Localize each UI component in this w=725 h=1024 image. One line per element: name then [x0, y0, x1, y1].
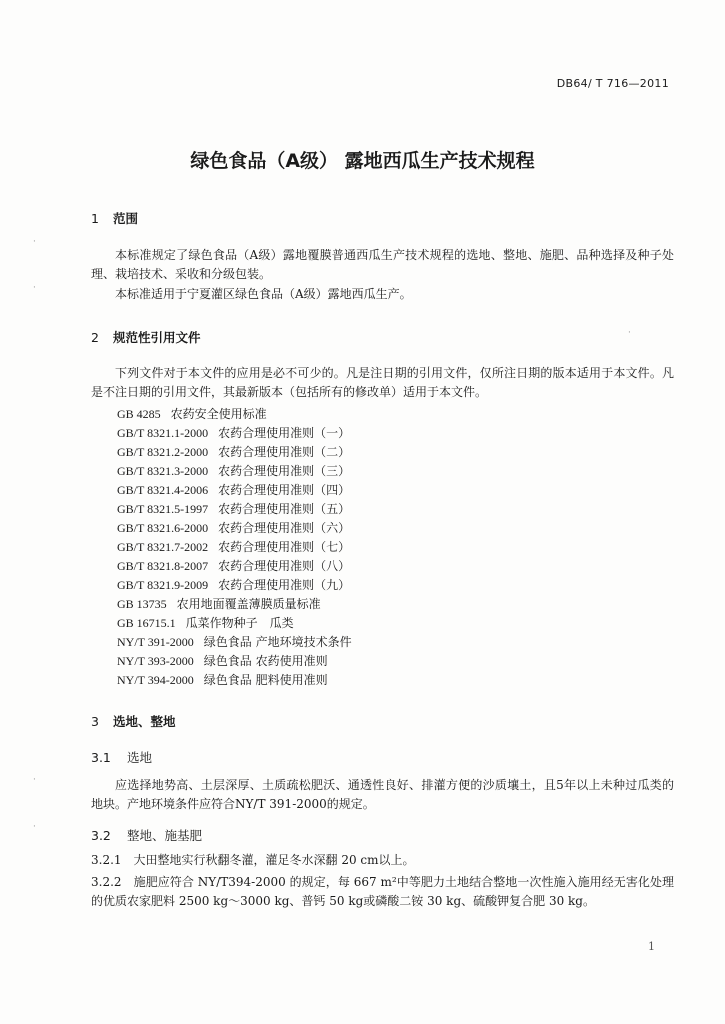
reference-item	[117, 614, 294, 631]
reference-title: 农药合理使用准则（五）	[218, 502, 351, 516]
reference-item	[117, 633, 352, 650]
section-number: 3	[91, 714, 99, 729]
reference-item	[117, 519, 350, 536]
reference-code: GB 13735	[117, 597, 167, 611]
reference-item	[117, 481, 350, 498]
reference-code: GB 4285	[117, 407, 161, 421]
reference-code: GB/T 8321.3-2000	[117, 464, 209, 478]
reference-title: 农药合理使用准则（四）	[218, 483, 351, 497]
reference-code: NY/T 393-2000	[117, 654, 194, 668]
reference-item	[117, 538, 350, 555]
scan-speck: ·	[33, 283, 36, 293]
scan-speck: ·	[33, 775, 36, 785]
reference-title: 农用地面覆盖薄膜质量标准	[176, 597, 321, 611]
reference-code: NY/T 394-2000	[117, 673, 194, 687]
reference-title: 农药合理使用准则（七）	[218, 540, 351, 554]
section-1-paragraph-1: 本标准规定了绿色食品（A级）露地覆膜普通西瓜生产技术规程的选地、整地、施肥、品种选择及种子处理、栽培技术、采收和分级包装。	[91, 248, 674, 281]
scan-speck: ·	[628, 328, 631, 338]
scan-speck: ·	[33, 237, 36, 247]
reference-item	[117, 443, 350, 460]
reference-item	[117, 405, 267, 422]
section-title: 范围	[113, 211, 139, 226]
reference-code: GB/T 8321.1-2000	[117, 426, 209, 440]
reference-title: 农药合理使用准则（一）	[218, 426, 351, 440]
reference-code: GB/T 8321.9-2009	[117, 578, 209, 592]
section-number: 2	[91, 330, 99, 345]
reference-code: GB/T 8321.4-2006	[117, 483, 209, 497]
section-2-heading	[91, 328, 201, 346]
subsection-number: 3.2	[91, 828, 111, 843]
reference-title: 瓜菜作物种子 瓜类	[185, 616, 294, 630]
subsection-3-1-paragraph: 应选择地势高、土层深厚、土质疏松肥沃、通透性良好、排灌方便的沙质壤土，且5年以上未种过瓜类的地块。产地环境条件应符合NY/T 391-2000的规定。	[91, 778, 674, 811]
section-number: 1	[91, 211, 99, 226]
document-title: 绿色食品（A级） 露地西瓜生产技术规程	[190, 150, 535, 172]
reference-item	[117, 557, 350, 574]
reference-item	[117, 671, 328, 688]
section-title: 选地、整地	[113, 714, 176, 729]
reference-item	[117, 576, 350, 593]
reference-title: 农药合理使用准则（九）	[218, 578, 351, 592]
reference-item	[117, 500, 350, 517]
section-2-intro: 下列文件对于本文件的应用是必不可少的。凡是注日期的引用文件，仅所注日期的版本适用于本文件。凡是不注日期的引用文件，其最新版本（包括所有的修改单）适用于本文件。	[91, 366, 674, 399]
section-1-heading	[91, 209, 138, 227]
scan-speck: ·	[33, 822, 36, 832]
section-title: 规范性引用文件	[113, 330, 201, 345]
reference-title: 农药安全使用标准	[170, 407, 267, 421]
reference-code: NY/T 391-2000	[117, 635, 194, 649]
standard-code: DB64/ T 716—2011	[556, 77, 669, 90]
clause-3-2-2: 3.2.2 施肥应符合 NY/T394-2000 的规定，每 667 m²中等肥力土地结合整地一次性施入施用经无害化处理的优质农家肥料 2500 kg～3000 kg、普钙 50 kg或磷酸二铵 30 kg、硫酸钾复合肥 30 kg。	[91, 875, 674, 908]
reference-title: 绿色食品 肥料使用准则	[203, 673, 328, 687]
reference-title: 农药合理使用准则（六）	[218, 521, 351, 535]
subsection-3-1-heading	[91, 748, 152, 766]
subsection-3-2-heading	[91, 826, 202, 844]
reference-code: GB/T 8321.2-2000	[117, 445, 209, 459]
reference-code: GB 16715.1	[117, 616, 176, 630]
page-number: 1	[648, 940, 655, 953]
reference-item	[117, 462, 350, 479]
subsection-title: 整地、施基肥	[127, 828, 203, 843]
reference-item	[117, 595, 321, 612]
section-3-heading	[91, 712, 176, 730]
section-1-paragraph-2: 本标准适用于宁夏灌区绿色食品（A级）露地西瓜生产。	[115, 287, 412, 301]
reference-title: 绿色食品 农药使用准则	[203, 654, 328, 668]
reference-title: 绿色食品 产地环境技术条件	[203, 635, 352, 649]
clause-3-2-1: 3.2.1 大田整地实行秋翻冬灌，灌足冬水深翻 20 cm以上。	[91, 853, 415, 867]
reference-title: 农药合理使用准则（二）	[218, 445, 351, 459]
reference-title: 农药合理使用准则（八）	[218, 559, 351, 573]
reference-code: GB/T 8321.6-2000	[117, 521, 209, 535]
reference-title: 农药合理使用准则（三）	[218, 464, 351, 478]
reference-code: GB/T 8321.7-2002	[117, 540, 209, 554]
subsection-title: 选地	[127, 750, 153, 765]
reference-item	[117, 652, 328, 669]
subsection-number: 3.1	[91, 750, 111, 765]
reference-item	[117, 424, 350, 441]
reference-code: GB/T 8321.8-2007	[117, 559, 209, 573]
reference-code: GB/T 8321.5-1997	[117, 502, 209, 516]
